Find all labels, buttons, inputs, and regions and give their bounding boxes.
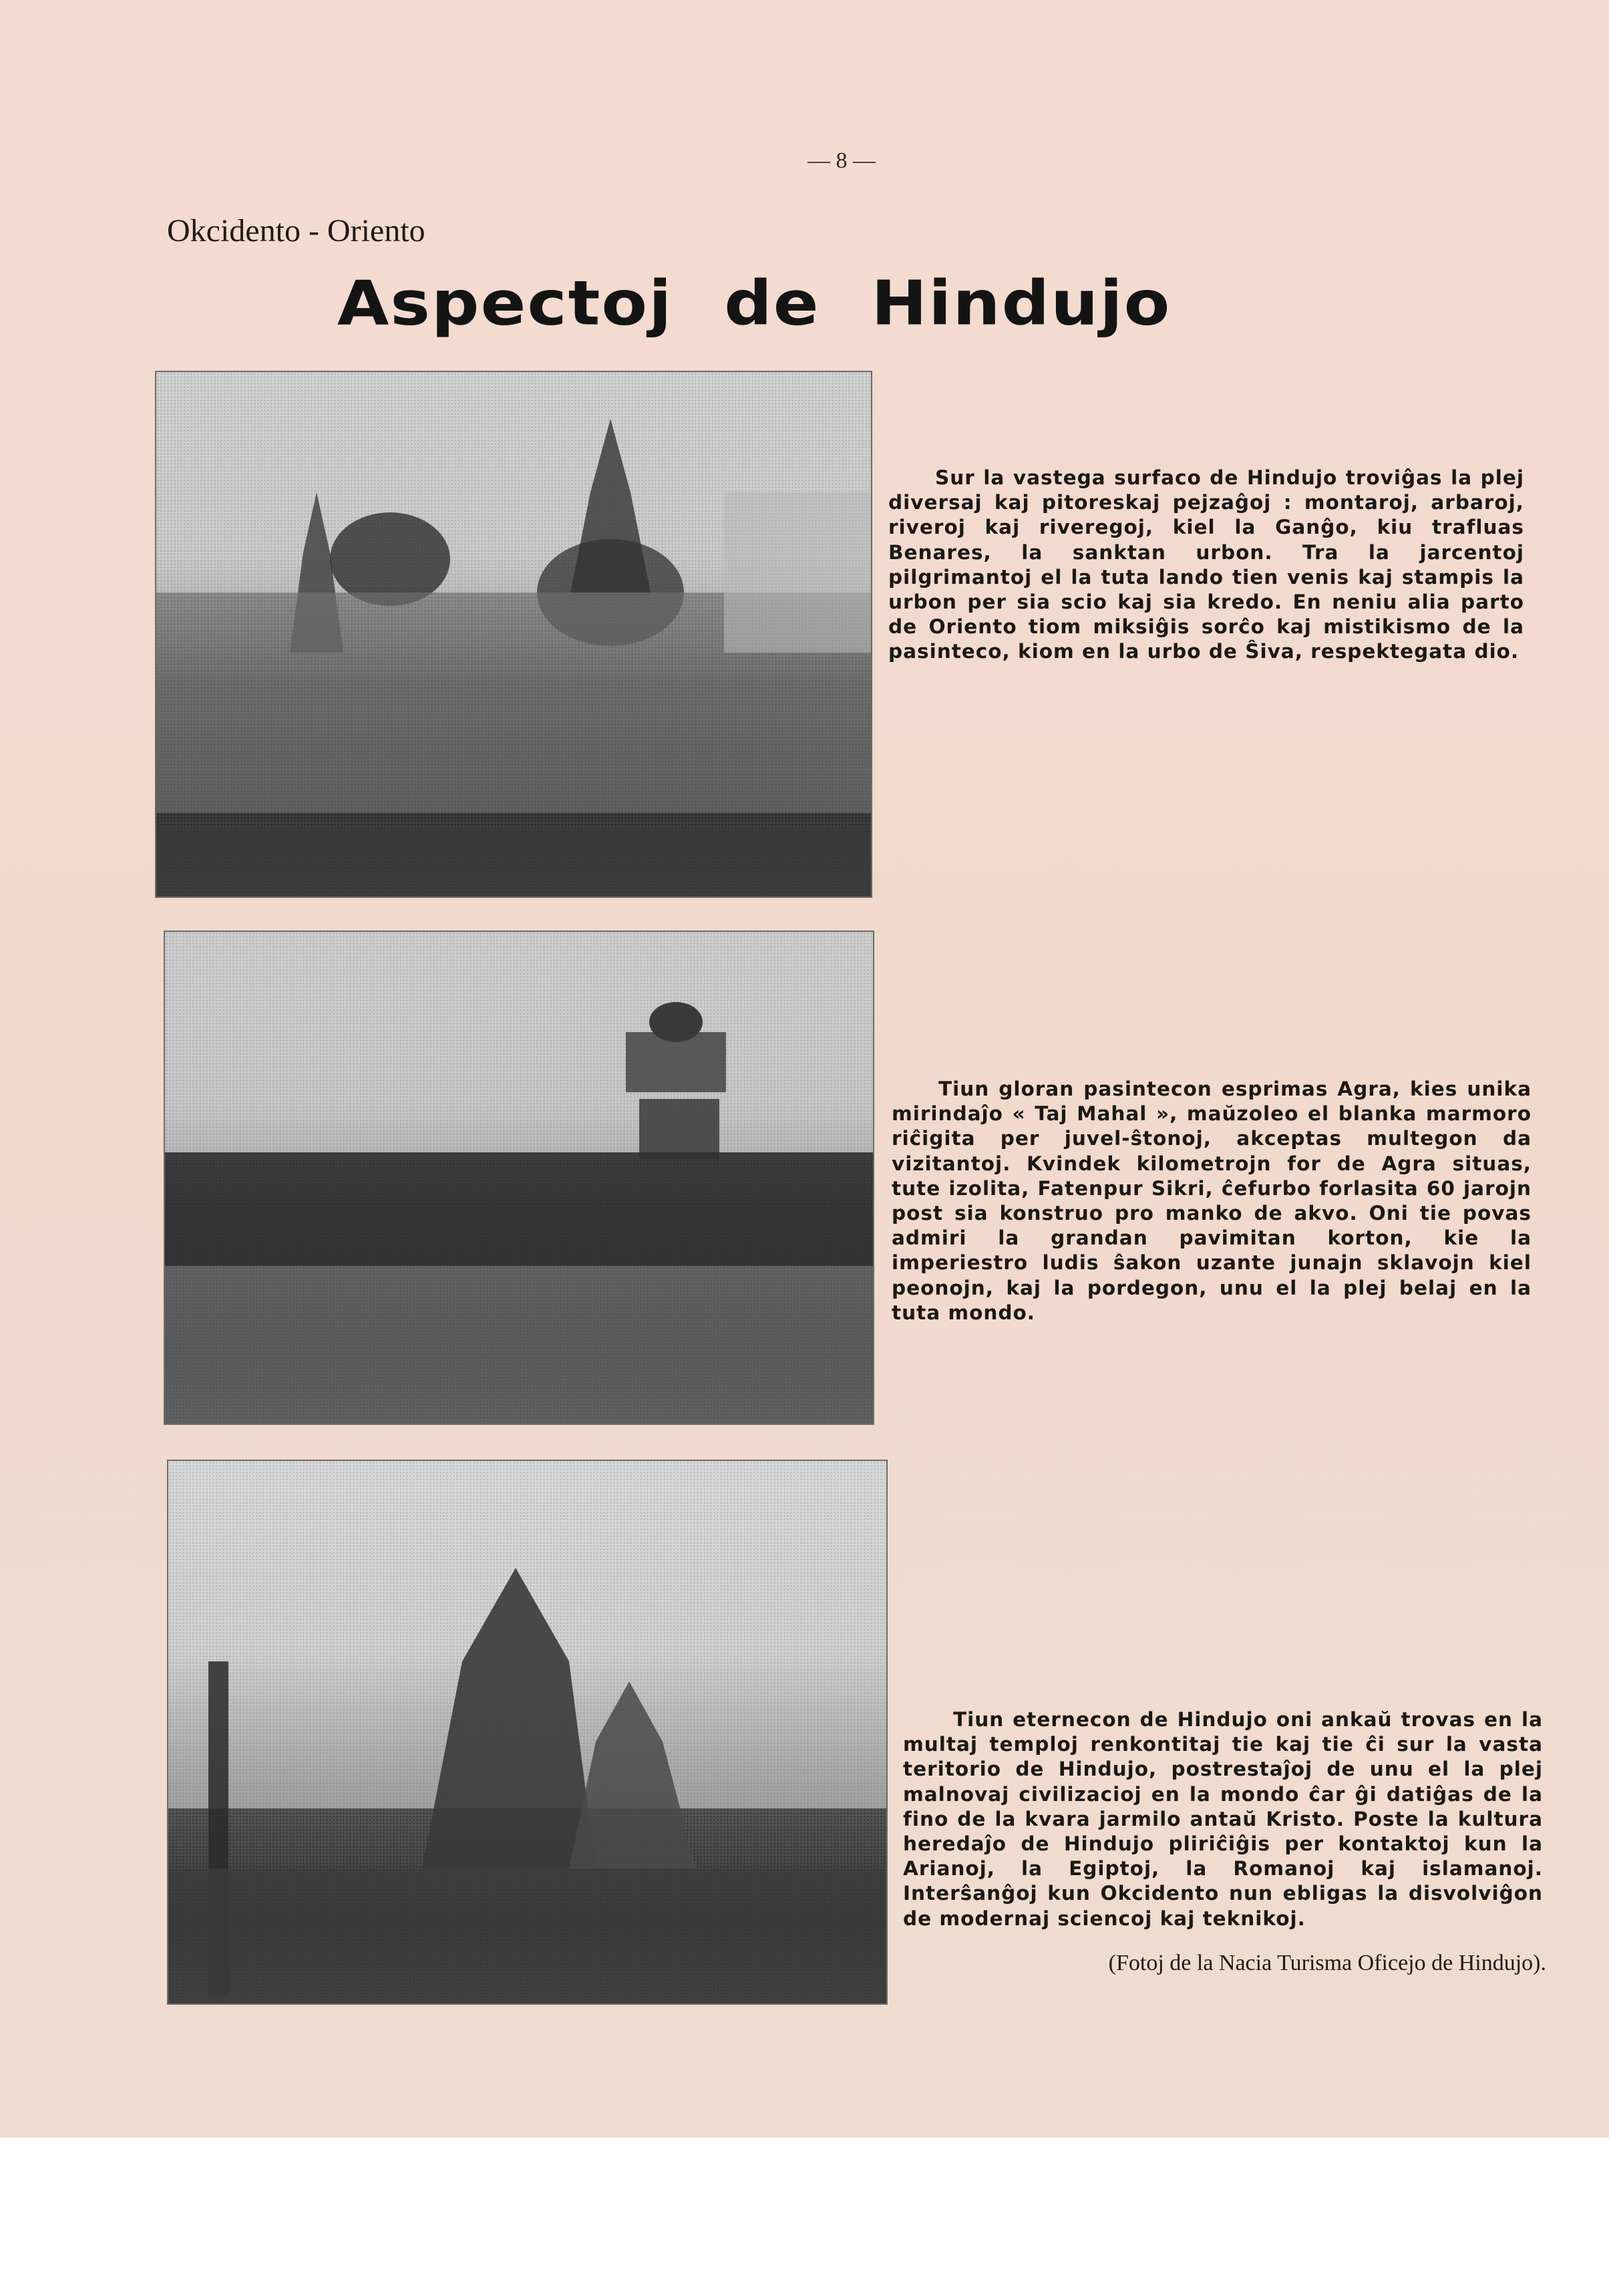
paragraph-temples: Tiun eternecon de Hindujo oni ankaŭ trovas en la multaj temploj renkontitaj tie kaj tie ĉi sur la vasta teritorio de Hindujo, postrestaĵoj de unu el la plej malnovaj civilizacioj en la mondo ĉar ĝi datiĝas de la fino de la kvara jarmilo antaŭ Kristo. Poste la kultura heredaĵo de Hindujo pliriĉiĝis per kontaktoj kun la Arianoj, la Egiptoj, la Romanoj kaj islamanoj. Interŝanĝoj kun Okcidento nun ebligas la disvolviĝon de modernaj sciencoj kaj teknikoj. bbox=[903, 1708, 1543, 1930]
article-title: Aspectoj de Hindujo bbox=[337, 267, 1172, 339]
paragraph-benares: Sur la vastega surfaco de Hindujo troviĝas la plej diversaj kaj pitoreskaj pejzaĝoj : montaroj, arbaroj, riveroj kaj riveregoj, kiel la Ganĝo, kiu trafluas Benares, la sanktan urbon. Tra la jarcentoj pilgrimantoj el la tuta lando tien venis kaj stampis la urbon per sia scio kaj sia kredo. En neniu alia parto de Oriento tiom miksiĝis sorĉo kaj mistikismo de la pasinteco, kiom en la urbo de Ŝiva, respektegata dio. bbox=[888, 466, 1524, 663]
section-label: Okcidento - Oriento bbox=[167, 213, 425, 249]
page-number: — 8 — bbox=[808, 148, 876, 173]
photo-credit: (Fotoj de la Nacia Turisma Oficejo de Hindujo). bbox=[1108, 1951, 1546, 1975]
paragraph-agra: Tiun gloran pasintecon esprimas Agra, kies unika mirindaĵo « Taj Mahal », maŭzoleo el blanka marmoro riĉigita per juvel-ŝtonoj, akceptas multegon da vizitantoj. Kvindek kilometrojn for de Agra situas, tute izolita, Fatenpur Sikri, ĉefurbo forlasita 60 jarojn post sia konstruo pro manko de akvo. Oni tie povas admiri la grandan pavimitan korton, kie la imperiestro ludis ŝakon uzante junajn sklavojn kiel peonojn, kaj la pordegon, unu el la plej belaj en la tuta mondo. bbox=[892, 1078, 1532, 1324]
photo-fatehpur-sikri bbox=[164, 931, 874, 1425]
photo-benares-riverside bbox=[155, 371, 872, 898]
photo-shore-temple bbox=[167, 1460, 888, 2005]
